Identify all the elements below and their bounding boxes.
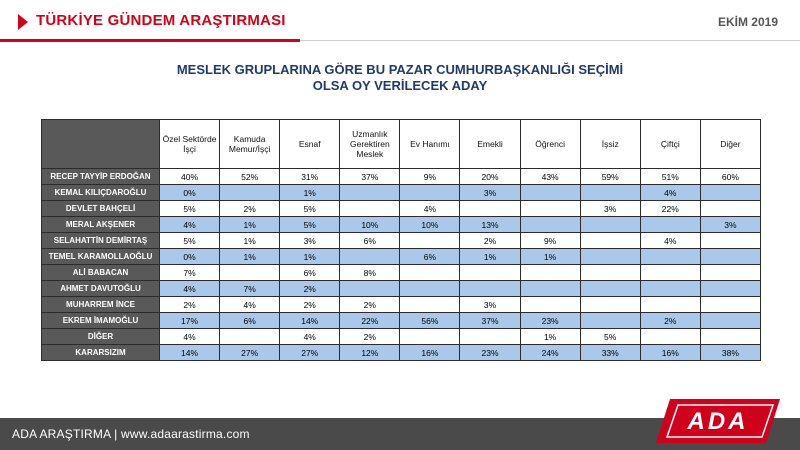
table-cell — [580, 185, 640, 201]
table-cell: 14% — [160, 345, 220, 361]
table-cell: 5% — [580, 329, 640, 345]
table-cell — [340, 185, 400, 201]
table-row — [42, 281, 761, 297]
table-cell: 8% — [340, 265, 400, 281]
table-cell: 20% — [460, 169, 520, 185]
table-cell — [700, 265, 760, 281]
table-cell: 1% — [280, 185, 340, 201]
header — [0, 0, 800, 42]
table-cell: 2% — [340, 329, 400, 345]
footer-text: ADA ARAŞTIRMA | www.adaarastirma.com — [12, 427, 250, 441]
table-cell: 56% — [400, 313, 460, 329]
table-cell: 60% — [700, 169, 760, 185]
table-cell: 1% — [220, 217, 280, 233]
table-cell: 31% — [280, 169, 340, 185]
table-cell — [580, 265, 640, 281]
header-accent-bar — [0, 39, 300, 42]
table-header-row — [42, 120, 761, 169]
table-cell: 2% — [640, 313, 700, 329]
table-cell: 2% — [340, 297, 400, 313]
table-cell — [520, 217, 580, 233]
ada-logo — [656, 395, 780, 447]
table-cell: 16% — [400, 345, 460, 361]
column-header: Diğer — [700, 120, 760, 169]
table-cell: 5% — [280, 217, 340, 233]
table-cell — [460, 201, 520, 217]
table-cell — [220, 329, 280, 345]
table-cell — [700, 329, 760, 345]
table-cell — [400, 185, 460, 201]
column-header: İşsiz — [580, 120, 640, 169]
table-cell — [400, 329, 460, 345]
candidate-name: KARARSIZIM — [42, 345, 160, 361]
table-cell: 1% — [460, 249, 520, 265]
table-cell: 5% — [160, 201, 220, 217]
table-cell — [580, 217, 640, 233]
table-cell — [520, 201, 580, 217]
table-cell — [520, 297, 580, 313]
table-cell — [220, 185, 280, 201]
table-cell: 3% — [460, 185, 520, 201]
table-row — [42, 185, 761, 201]
table-row — [42, 249, 761, 265]
table-cell: 37% — [340, 169, 400, 185]
play-arrow-icon — [18, 14, 28, 30]
table-cell: 9% — [400, 169, 460, 185]
column-header: Ev Hanımı — [400, 120, 460, 169]
table-cell — [700, 249, 760, 265]
table-cell — [700, 201, 760, 217]
table-cell: 6% — [340, 233, 400, 249]
table-cell: 43% — [520, 169, 580, 185]
table-cell — [700, 185, 760, 201]
table-cell: 10% — [340, 217, 400, 233]
column-header: Öğrenci — [520, 120, 580, 169]
table-cell — [520, 281, 580, 297]
table-cell: 52% — [220, 169, 280, 185]
table-cell — [640, 265, 700, 281]
table-cell: 1% — [220, 249, 280, 265]
table-cell: 1% — [520, 249, 580, 265]
table-cell — [460, 265, 520, 281]
table-cell — [700, 233, 760, 249]
column-header: Uzmanlık Gerektiren Meslek — [340, 120, 400, 169]
table-cell: 2% — [280, 281, 340, 297]
table-cell: 4% — [400, 201, 460, 217]
table-cell: 2% — [280, 297, 340, 313]
candidate-name: SELAHATTİN DEMİRTAŞ — [42, 233, 160, 249]
logo-text: ADA — [687, 408, 749, 435]
candidate-name: ALİ BABACAN — [42, 265, 160, 281]
table-cell: 4% — [160, 217, 220, 233]
table-cell: 7% — [220, 281, 280, 297]
table-cell: 0% — [160, 185, 220, 201]
table-cell: 6% — [220, 313, 280, 329]
table-cell — [700, 313, 760, 329]
table-row — [42, 265, 761, 281]
table-cell — [340, 281, 400, 297]
table-cell — [580, 281, 640, 297]
column-header: Kamuda Memur/İşçi — [220, 120, 280, 169]
table-row — [42, 233, 761, 249]
table-row — [42, 297, 761, 313]
table-cell: 1% — [280, 249, 340, 265]
table-cell: 5% — [160, 233, 220, 249]
report-title: TÜRKİYE GÜNDEM ARAŞTIRMASI — [36, 12, 286, 29]
table-cell — [340, 201, 400, 217]
table-cell: 22% — [640, 201, 700, 217]
table-cell — [580, 297, 640, 313]
table-row — [42, 169, 761, 185]
heading-line-1: MESLEK GRUPLARINA GÖRE BU PAZAR CUMHURBAŞKANLIĞI SEÇİMİ — [176, 62, 624, 77]
candidate-name: MUHARREM İNCE — [42, 297, 160, 313]
table-cell: 9% — [520, 233, 580, 249]
table-cell: 4% — [640, 233, 700, 249]
table-cell — [640, 297, 700, 313]
table-cell — [580, 233, 640, 249]
candidate-name: DİĞER — [42, 329, 160, 345]
table-cell: 10% — [400, 217, 460, 233]
candidate-name: TEMEL KARAMOLLAOĞLU — [42, 249, 160, 265]
table-cell: 17% — [160, 313, 220, 329]
table-cell: 4% — [280, 329, 340, 345]
report-date: EKİM 2019 — [717, 15, 778, 29]
table-cell — [520, 265, 580, 281]
table-cell — [580, 249, 640, 265]
column-header: Esnaf — [280, 120, 340, 169]
table-cell: 5% — [280, 201, 340, 217]
table-row — [42, 217, 761, 233]
table-cell: 1% — [520, 329, 580, 345]
table-cell — [640, 281, 700, 297]
table-cell — [400, 297, 460, 313]
table-row — [42, 201, 761, 217]
table-cell: 6% — [280, 265, 340, 281]
table-cell: 3% — [580, 201, 640, 217]
column-header: Özel Sektörde İşçi — [160, 120, 220, 169]
table-cell — [700, 297, 760, 313]
table-cell: 24% — [520, 345, 580, 361]
table-cell — [640, 217, 700, 233]
table-cell: 2% — [460, 233, 520, 249]
table-cell: 3% — [280, 233, 340, 249]
table-body — [42, 169, 761, 361]
table-cell: 27% — [280, 345, 340, 361]
table-cell: 37% — [460, 313, 520, 329]
table-cell: 27% — [220, 345, 280, 361]
column-header: Emekli — [460, 120, 520, 169]
table-cell: 12% — [340, 345, 400, 361]
heading-line-2: OLSA OY VERİLECEK ADAY — [312, 78, 488, 93]
table-cell: 6% — [400, 249, 460, 265]
candidate-name: EKREM İMAMOĞLU — [42, 313, 160, 329]
table-cell: 13% — [460, 217, 520, 233]
table-row — [42, 345, 761, 361]
table-cell — [640, 329, 700, 345]
table-cell: 23% — [520, 313, 580, 329]
table-cell — [700, 281, 760, 297]
column-header: Çiftçi — [640, 120, 700, 169]
table-cell: 40% — [160, 169, 220, 185]
table-cell: 2% — [160, 297, 220, 313]
table-cell: 3% — [460, 297, 520, 313]
table-cell — [520, 185, 580, 201]
table-corner — [42, 120, 160, 169]
table-row — [42, 313, 761, 329]
table-cell — [400, 233, 460, 249]
table-cell — [640, 249, 700, 265]
table-cell — [220, 265, 280, 281]
table-cell — [460, 281, 520, 297]
candidate-name: KEMAL KILIÇDAROĞLU — [42, 185, 160, 201]
table-cell — [580, 313, 640, 329]
table-cell: 4% — [160, 329, 220, 345]
table-cell: 3% — [700, 217, 760, 233]
table-cell — [460, 329, 520, 345]
table-cell: 7% — [160, 265, 220, 281]
table-cell: 4% — [160, 281, 220, 297]
table-row — [42, 329, 761, 345]
table-cell: 38% — [700, 345, 760, 361]
table-cell: 51% — [640, 169, 700, 185]
table-cell: 4% — [640, 185, 700, 201]
table-cell: 22% — [340, 313, 400, 329]
candidate-name: RECEP TAYYİP ERDOĞAN — [42, 169, 160, 185]
table-cell: 14% — [280, 313, 340, 329]
table-cell: 23% — [460, 345, 520, 361]
table-cell — [400, 265, 460, 281]
candidate-name: MERAL AKŞENER — [42, 217, 160, 233]
table-cell: 1% — [220, 233, 280, 249]
results-table — [41, 119, 761, 361]
table-cell: 4% — [220, 297, 280, 313]
candidate-name: AHMET DAVUTOĞLU — [42, 281, 160, 297]
candidate-name: DEVLET BAHÇELİ — [42, 201, 160, 217]
table-cell — [400, 281, 460, 297]
table-cell — [340, 249, 400, 265]
table-cell: 2% — [220, 201, 280, 217]
table-cell: 33% — [580, 345, 640, 361]
table-cell: 59% — [580, 169, 640, 185]
table-cell: 0% — [160, 249, 220, 265]
slide-heading — [0, 62, 800, 94]
table-cell: 16% — [640, 345, 700, 361]
